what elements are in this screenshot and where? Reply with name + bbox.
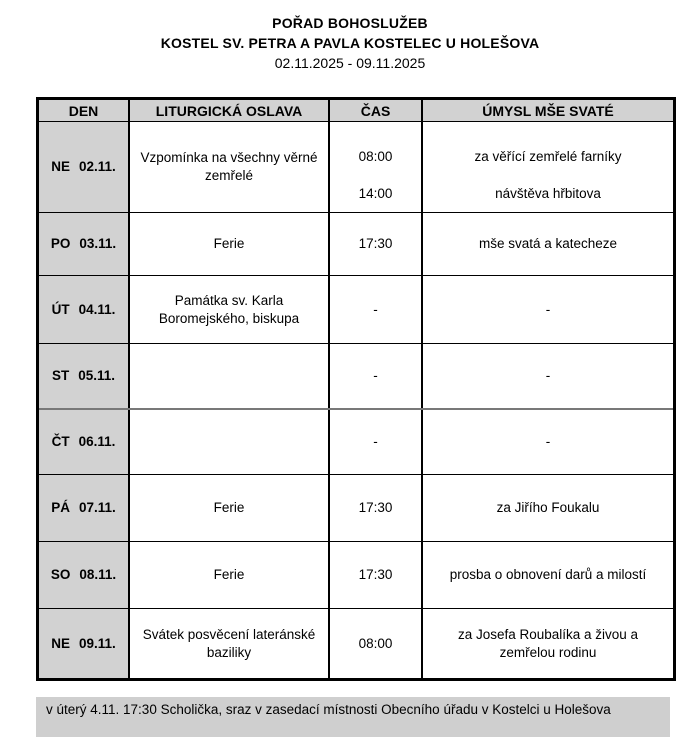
header-day: DEN — [39, 100, 128, 121]
table-row — [39, 408, 673, 474]
table-row — [39, 343, 673, 408]
day-date: 04.11. — [78, 301, 116, 317]
intention-cell — [421, 122, 673, 212]
day-abbr: NE — [51, 635, 70, 651]
liturgy-cell — [128, 410, 328, 474]
table-header-row — [39, 100, 673, 122]
liturgy-cell: Vzpomínka na všechny věrné zemřelé — [128, 122, 328, 212]
day-cell — [39, 609, 128, 678]
page-subtitle: KOSTEL SV. PETRA A PAVLA KOSTELEC U HOLEŠOVA — [160, 35, 540, 51]
header-time: ČAS — [328, 100, 421, 121]
day-cell — [39, 276, 128, 343]
day-cell — [39, 344, 128, 408]
intention-cell: - — [421, 344, 673, 408]
intention-cell: - — [421, 410, 673, 474]
intention-cell: prosba o obnovení darů a milostí — [421, 542, 673, 608]
page-title: POŘAD BOHOSLUŽEB — [272, 15, 428, 31]
day-date: 09.11. — [78, 635, 116, 651]
time-value: 08:00 — [358, 149, 393, 164]
table-row — [39, 541, 673, 608]
header-liturgy: LITURGICKÁ OSLAVA — [128, 100, 328, 121]
day-cell — [39, 542, 128, 608]
time-cell: 17:30 — [328, 475, 421, 541]
table-row — [39, 474, 673, 541]
intention-value: návštěva hřbitova — [495, 186, 601, 201]
liturgy-cell: Svátek posvěcení lateránské baziliky — [128, 609, 328, 678]
header-intention: ÚMYSL MŠE SVATÉ — [421, 100, 673, 121]
day-date: 03.11. — [79, 236, 117, 251]
footer-note: v úterý 4.11. 17:30 Scholička, sraz v zasedací místnosti Obecního úřadu v Kostelci u Holešova — [36, 697, 670, 737]
day-abbr: PÁ — [51, 500, 70, 515]
intention-value: za věřící zemřelé farníky — [474, 149, 622, 164]
liturgy-cell: Ferie — [128, 213, 328, 275]
day-date: 02.11. — [78, 159, 116, 174]
day-date: 07.11. — [78, 500, 116, 515]
day-cell — [39, 213, 128, 275]
day-date: 08.11. — [79, 567, 117, 582]
day-date: 05.11. — [78, 368, 116, 383]
day-abbr: ÚT — [51, 301, 70, 317]
date-range: 02.11.2025 - 09.11.2025 — [274, 55, 426, 71]
intention-cell: mše svatá a katecheze — [421, 213, 673, 275]
intention-cell: za Jiřího Foukalu — [421, 475, 673, 541]
day-date: 06.11. — [78, 434, 116, 449]
liturgy-cell: Ferie — [128, 475, 328, 541]
day-abbr: SO — [50, 567, 71, 582]
time-cell: - — [328, 410, 421, 474]
intention-cell: za Josefa Roubalíka a živou a zemřelou rodinu — [421, 609, 673, 678]
liturgy-cell: Památka sv. Karla Boromejského, biskupa — [128, 276, 328, 343]
day-cell — [39, 122, 128, 212]
day-cell — [39, 410, 128, 474]
intention-cell: - — [421, 276, 673, 343]
table-row — [39, 122, 673, 212]
day-abbr: ST — [51, 368, 70, 383]
time-cell: 08:00 — [328, 609, 421, 678]
time-cell: - — [328, 344, 421, 408]
day-abbr: PO — [50, 236, 71, 251]
time-value: 14:00 — [358, 186, 393, 201]
table-row — [39, 608, 673, 678]
liturgy-cell — [128, 344, 328, 408]
document-heading — [0, 0, 700, 74]
time-cell: - — [328, 276, 421, 343]
time-cell: 17:30 — [328, 213, 421, 275]
table-row — [39, 275, 673, 343]
time-cell — [328, 122, 421, 212]
day-abbr: NE — [51, 159, 70, 174]
schedule-table — [36, 97, 676, 681]
time-cell: 17:30 — [328, 542, 421, 608]
day-cell — [39, 475, 128, 541]
day-abbr: ČT — [51, 434, 70, 449]
liturgy-cell: Ferie — [128, 542, 328, 608]
table-row — [39, 212, 673, 275]
